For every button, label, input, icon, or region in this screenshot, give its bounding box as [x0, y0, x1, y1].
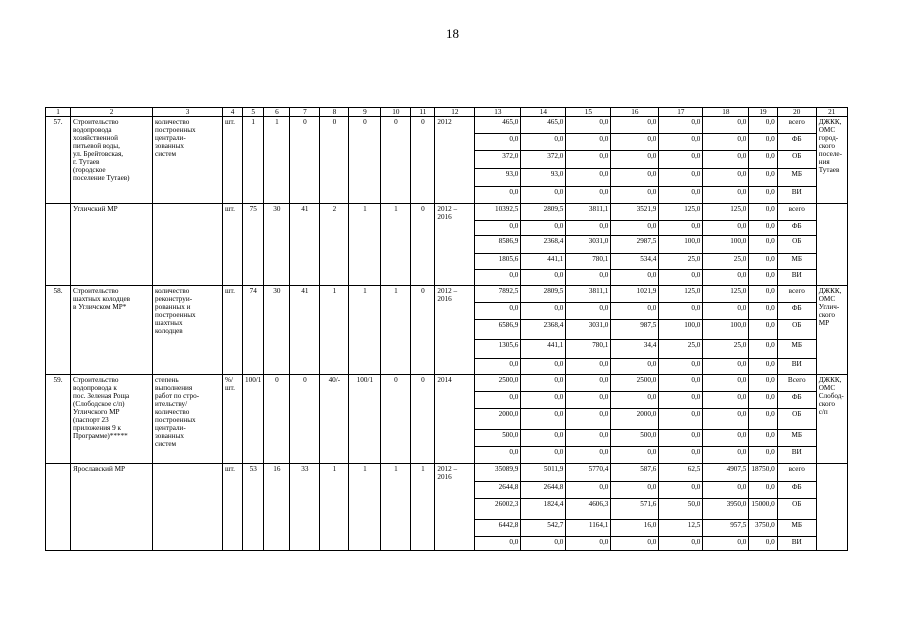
amount-13: 0,0: [475, 537, 521, 551]
amount-13: 372,0: [475, 151, 521, 169]
amount-19: 0,0: [749, 204, 777, 221]
value-col-11: 1: [411, 464, 435, 551]
amount-16: 2500,0: [611, 375, 659, 392]
amount-14: 0,0: [521, 375, 566, 392]
amount-18: 0,0: [703, 392, 749, 409]
value-col-7: 33: [290, 464, 320, 551]
funding-source: Всего: [777, 375, 816, 392]
value-col-8: 1: [320, 464, 349, 551]
amount-17: 0,0: [659, 221, 703, 236]
amount-14: 465,0: [521, 117, 566, 134]
amount-14: 2644,8: [521, 482, 566, 499]
amount-17: 0,0: [659, 375, 703, 392]
amount-16: 587,6: [611, 464, 659, 482]
activity-name: Ярославский МР: [71, 464, 153, 551]
indicator-name: количество построенных централи- зованных систем: [153, 117, 223, 204]
amount-19: 0,0: [749, 430, 777, 447]
amount-15: 0,0: [566, 221, 611, 236]
value-col-9: 1: [349, 464, 381, 551]
amount-13: 93,0: [475, 169, 521, 187]
row-number: 57.: [46, 117, 71, 204]
column-number-5: 5: [243, 108, 264, 117]
amount-17: 62,5: [659, 464, 703, 482]
amount-13: 0,0: [475, 221, 521, 236]
amount-18: 25,0: [703, 340, 749, 359]
amount-13: 2644,8: [475, 482, 521, 499]
activity-name: Строительство шахтных колодцев в Угличском МР*: [71, 286, 153, 375]
amount-16: 1021,9: [611, 286, 659, 303]
amount-15: 0,0: [566, 303, 611, 320]
table-row: [46, 204, 848, 221]
amount-17: 0,0: [659, 409, 703, 430]
amount-13: 2000,0: [475, 409, 521, 430]
amount-16: 0,0: [611, 303, 659, 320]
amount-17: 50,0: [659, 499, 703, 520]
amount-18: 0,0: [703, 482, 749, 499]
column-number-7: 7: [290, 108, 320, 117]
indicator-name: степень выполнения работ по стро- ительству/ количество построенных централи- зованных систем: [153, 375, 223, 464]
funding-source: ВИ: [777, 359, 816, 375]
amount-16: 3521,9: [611, 204, 659, 221]
amount-17: 0,0: [659, 392, 703, 409]
amount-13: 10392,5: [475, 204, 521, 221]
amount-19: 0,0: [749, 117, 777, 134]
amount-19: 15000,0: [749, 499, 777, 520]
value-col-11: 0: [411, 375, 435, 464]
amount-18: 4907,5: [703, 464, 749, 482]
amount-19: 0,0: [749, 340, 777, 359]
amount-17: 0,0: [659, 359, 703, 375]
activity-name: Угличский МР: [71, 204, 153, 286]
period-years: 2014: [435, 375, 475, 464]
indicator-name: [153, 204, 223, 286]
row-number: [46, 464, 71, 551]
amount-15: 0,0: [566, 117, 611, 134]
funding-source: МБ: [777, 340, 816, 359]
amount-15: 0,0: [566, 134, 611, 151]
amount-14: 0,0: [521, 134, 566, 151]
page-number: 18: [446, 26, 459, 41]
amount-16: 0,0: [611, 537, 659, 551]
amount-13: 0,0: [475, 392, 521, 409]
funding-source: ВИ: [777, 447, 816, 464]
amount-18: 0,0: [703, 375, 749, 392]
amount-16: 500,0: [611, 430, 659, 447]
amount-14: 2368,4: [521, 320, 566, 340]
funding-source: ФБ: [777, 392, 816, 409]
amount-16: 0,0: [611, 270, 659, 286]
amount-14: 0,0: [521, 392, 566, 409]
amount-19: 0,0: [749, 134, 777, 151]
amount-13: 0,0: [475, 359, 521, 375]
amount-14: 441,1: [521, 254, 566, 270]
executor: [816, 204, 847, 286]
executor: ДЖКК, ОМС Углич- ского МР: [816, 286, 847, 375]
amount-13: 6586,9: [475, 320, 521, 340]
column-number-9: 9: [349, 108, 381, 117]
amount-13: 6442,8: [475, 520, 521, 537]
amount-17: 0,0: [659, 447, 703, 464]
funding-source: всего: [777, 204, 816, 221]
funding-source: ОБ: [777, 320, 816, 340]
amount-17: 0,0: [659, 169, 703, 187]
amount-13: 465,0: [475, 117, 521, 134]
amount-14: 0,0: [521, 221, 566, 236]
column-number-2: 2: [71, 108, 153, 117]
amount-17: 100,0: [659, 320, 703, 340]
value-col-8: 1: [320, 286, 349, 375]
amount-15: 0,0: [566, 430, 611, 447]
column-number-13: 13: [475, 108, 521, 117]
value-col-5: 53: [243, 464, 264, 551]
value-col-10: 0: [381, 117, 411, 204]
unit: шт.: [223, 204, 243, 286]
value-col-6: 30: [264, 286, 290, 375]
funding-source: ФБ: [777, 303, 816, 320]
amount-19: 0,0: [749, 320, 777, 340]
unit: %/ шт.: [223, 375, 243, 464]
amount-18: 0,0: [703, 134, 749, 151]
column-number-6: 6: [264, 108, 290, 117]
amount-19: 0,0: [749, 151, 777, 169]
value-col-8: 2: [320, 204, 349, 286]
amount-18: 0,0: [703, 537, 749, 551]
value-col-5: 75: [243, 204, 264, 286]
unit: шт.: [223, 286, 243, 375]
amount-16: 0,0: [611, 359, 659, 375]
value-col-5: 74: [243, 286, 264, 375]
column-number-10: 10: [381, 108, 411, 117]
amount-17: 125,0: [659, 204, 703, 221]
amount-19: 0,0: [749, 375, 777, 392]
column-number-11: 11: [411, 108, 435, 117]
column-number-18: 18: [703, 108, 749, 117]
amount-18: 0,0: [703, 270, 749, 286]
amount-13: 7892,5: [475, 286, 521, 303]
amount-13: 1805,6: [475, 254, 521, 270]
indicator-name: [153, 464, 223, 551]
funding-source: ФБ: [777, 482, 816, 499]
amount-16: 571,6: [611, 499, 659, 520]
amount-15: 0,0: [566, 482, 611, 499]
amount-16: 0,0: [611, 221, 659, 236]
table-row: [46, 375, 848, 392]
column-number-21: 21: [816, 108, 847, 117]
funding-source: всего: [777, 464, 816, 482]
amount-18: 0,0: [703, 430, 749, 447]
amount-17: 0,0: [659, 482, 703, 499]
amount-14: 0,0: [521, 303, 566, 320]
amount-15: 0,0: [566, 187, 611, 204]
funding-source: МБ: [777, 520, 816, 537]
amount-19: 0,0: [749, 286, 777, 303]
amount-18: 0,0: [703, 169, 749, 187]
amount-15: 780,1: [566, 340, 611, 359]
amount-15: 3811,1: [566, 286, 611, 303]
amount-14: 5011,9: [521, 464, 566, 482]
column-number-14: 14: [521, 108, 566, 117]
value-col-7: 0: [290, 375, 320, 464]
amount-18: 0,0: [703, 221, 749, 236]
value-col-5: 1: [243, 117, 264, 204]
value-col-7: 0: [290, 117, 320, 204]
funding-source: всего: [777, 286, 816, 303]
value-col-7: 41: [290, 204, 320, 286]
amount-18: 125,0: [703, 204, 749, 221]
amount-18: 0,0: [703, 117, 749, 134]
amount-13: 0,0: [475, 270, 521, 286]
amount-18: 25,0: [703, 254, 749, 270]
amount-18: 125,0: [703, 286, 749, 303]
amount-16: 0,0: [611, 187, 659, 204]
amount-18: 0,0: [703, 151, 749, 169]
funding-source: МБ: [777, 430, 816, 447]
table-row: [46, 464, 848, 482]
period-years: 2012 – 2016: [435, 464, 475, 551]
funding-source: ВИ: [777, 537, 816, 551]
column-number-4: 4: [223, 108, 243, 117]
amount-17: 0,0: [659, 537, 703, 551]
column-number-15: 15: [566, 108, 611, 117]
amount-15: 0,0: [566, 359, 611, 375]
column-number-1: 1: [46, 108, 71, 117]
amount-18: 3950,0: [703, 499, 749, 520]
row-number: 58.: [46, 286, 71, 375]
amount-18: 0,0: [703, 409, 749, 430]
amount-19: 0,0: [749, 537, 777, 551]
amount-18: 100,0: [703, 236, 749, 254]
executor: ДЖКК, ОМС Слобод- ского с/п: [816, 375, 847, 464]
amount-14: 0,0: [521, 270, 566, 286]
amount-13: 0,0: [475, 447, 521, 464]
amount-14: 0,0: [521, 430, 566, 447]
table-row: [46, 286, 848, 303]
column-number-12: 12: [435, 108, 475, 117]
amount-15: 0,0: [566, 151, 611, 169]
amount-19: 0,0: [749, 409, 777, 430]
amount-15: 4606,3: [566, 499, 611, 520]
amount-13: 500,0: [475, 430, 521, 447]
amount-13: 1305,6: [475, 340, 521, 359]
funding-source: ФБ: [777, 134, 816, 151]
amount-15: 3811,1: [566, 204, 611, 221]
amount-19: 0,0: [749, 447, 777, 464]
value-col-6: 1: [264, 117, 290, 204]
amount-18: 0,0: [703, 187, 749, 204]
amount-15: 780,1: [566, 254, 611, 270]
amount-15: 0,0: [566, 392, 611, 409]
unit: шт.: [223, 464, 243, 551]
period-years: 2012 – 2016: [435, 286, 475, 375]
row-number: [46, 204, 71, 286]
amount-17: 0,0: [659, 303, 703, 320]
amount-16: 987,5: [611, 320, 659, 340]
amount-15: 1164,1: [566, 520, 611, 537]
amount-18: 0,0: [703, 447, 749, 464]
funding-source: ВИ: [777, 187, 816, 204]
amount-16: 0,0: [611, 134, 659, 151]
amount-19: 0,0: [749, 187, 777, 204]
value-col-10: 0: [381, 375, 411, 464]
amount-14: 0,0: [521, 187, 566, 204]
amount-14: 1824,4: [521, 499, 566, 520]
amount-15: 0,0: [566, 537, 611, 551]
amount-16: 2000,0: [611, 409, 659, 430]
amount-15: 3031,0: [566, 320, 611, 340]
amount-13: 0,0: [475, 134, 521, 151]
value-col-9: 100/1: [349, 375, 381, 464]
column-number-row: [46, 108, 848, 117]
value-col-6: 0: [264, 375, 290, 464]
funding-source: ОБ: [777, 151, 816, 169]
amount-19: 0,0: [749, 303, 777, 320]
amount-14: 0,0: [521, 537, 566, 551]
period-years: 2012 – 2016: [435, 204, 475, 286]
value-col-11: 0: [411, 286, 435, 375]
amount-19: 0,0: [749, 482, 777, 499]
column-number-16: 16: [611, 108, 659, 117]
column-number-20: 20: [777, 108, 816, 117]
amount-17: 0,0: [659, 117, 703, 134]
amount-15: 0,0: [566, 409, 611, 430]
amount-14: 2809,5: [521, 286, 566, 303]
value-col-10: 1: [381, 286, 411, 375]
executor: ДЖКК, ОМС город- ского поселе- ния Тутаев: [816, 117, 847, 204]
amount-14: 0,0: [521, 409, 566, 430]
amount-19: 18750,0: [749, 464, 777, 482]
amount-17: 12,5: [659, 520, 703, 537]
amount-17: 125,0: [659, 286, 703, 303]
activity-name: Строительство водопровода хозяйственной питьевой воды, ул. Брейтовская, г. Тутаев (городское поселение Тутаев): [71, 117, 153, 204]
activity-name: Строительство водопровода к пос. Зеленая Роща (Слободское с/п) Угличского МР (паспорт 23 приложения 9 к Программе)*****: [71, 375, 153, 464]
value-col-9: 1: [349, 286, 381, 375]
value-col-6: 30: [264, 204, 290, 286]
column-number-19: 19: [749, 108, 777, 117]
column-number-17: 17: [659, 108, 703, 117]
column-number-8: 8: [320, 108, 349, 117]
funding-source: ФБ: [777, 221, 816, 236]
amount-18: 100,0: [703, 320, 749, 340]
amount-19: 0,0: [749, 359, 777, 375]
value-col-6: 16: [264, 464, 290, 551]
row-number: 59.: [46, 375, 71, 464]
amount-18: 0,0: [703, 359, 749, 375]
amount-15: 3031,0: [566, 236, 611, 254]
amount-13: 0,0: [475, 187, 521, 204]
amount-16: 2987,5: [611, 236, 659, 254]
amount-15: 0,0: [566, 375, 611, 392]
funding-source: ОБ: [777, 236, 816, 254]
period-years: 2012: [435, 117, 475, 204]
amount-14: 2809,5: [521, 204, 566, 221]
amount-16: 0,0: [611, 482, 659, 499]
amount-16: 0,0: [611, 151, 659, 169]
value-col-5: 100/1: [243, 375, 264, 464]
amount-15: 0,0: [566, 270, 611, 286]
amount-14: 542,7: [521, 520, 566, 537]
amount-14: 372,0: [521, 151, 566, 169]
value-col-10: 1: [381, 464, 411, 551]
funding-source: ОБ: [777, 499, 816, 520]
funding-source: МБ: [777, 254, 816, 270]
amount-16: 0,0: [611, 392, 659, 409]
amount-16: 534,4: [611, 254, 659, 270]
amount-13: 2500,0: [475, 375, 521, 392]
amount-17: 0,0: [659, 430, 703, 447]
amount-16: 0,0: [611, 169, 659, 187]
amount-17: 100,0: [659, 236, 703, 254]
amount-17: 0,0: [659, 187, 703, 204]
funding-source: ВИ: [777, 270, 816, 286]
table-row: [46, 117, 848, 134]
amount-13: 0,0: [475, 303, 521, 320]
column-number-3: 3: [153, 108, 223, 117]
amount-13: 26002,3: [475, 499, 521, 520]
amount-15: 5770,4: [566, 464, 611, 482]
funding-source: МБ: [777, 169, 816, 187]
amount-16: 0,0: [611, 447, 659, 464]
amount-17: 0,0: [659, 134, 703, 151]
amount-13: 8586,9: [475, 236, 521, 254]
amount-16: 16,0: [611, 520, 659, 537]
amount-17: 0,0: [659, 270, 703, 286]
amount-15: 0,0: [566, 169, 611, 187]
amount-18: 957,5: [703, 520, 749, 537]
amount-14: 0,0: [521, 359, 566, 375]
funding-source: ОБ: [777, 409, 816, 430]
amount-14: 93,0: [521, 169, 566, 187]
amount-19: 0,0: [749, 254, 777, 270]
amount-19: 0,0: [749, 169, 777, 187]
program-table: [45, 107, 848, 551]
amount-15: 0,0: [566, 447, 611, 464]
value-col-8: 0: [320, 117, 349, 204]
value-col-11: 0: [411, 204, 435, 286]
amount-14: 0,0: [521, 447, 566, 464]
unit: шт.: [223, 117, 243, 204]
value-col-10: 1: [381, 204, 411, 286]
value-col-8: 40/-: [320, 375, 349, 464]
amount-18: 0,0: [703, 303, 749, 320]
value-col-9: 1: [349, 204, 381, 286]
amount-19: 0,0: [749, 236, 777, 254]
amount-19: 0,0: [749, 392, 777, 409]
amount-19: 0,0: [749, 221, 777, 236]
amount-13: 35089,9: [475, 464, 521, 482]
amount-17: 25,0: [659, 254, 703, 270]
amount-14: 2368,4: [521, 236, 566, 254]
amount-17: 0,0: [659, 151, 703, 169]
funding-source: всего: [777, 117, 816, 134]
executor: [816, 464, 847, 551]
value-col-7: 41: [290, 286, 320, 375]
amount-14: 441,1: [521, 340, 566, 359]
amount-19: 0,0: [749, 270, 777, 286]
value-col-9: 0: [349, 117, 381, 204]
amount-19: 3750,0: [749, 520, 777, 537]
amount-17: 25,0: [659, 340, 703, 359]
indicator-name: количество реконструи- рованных и построенных шахтных колодцев: [153, 286, 223, 375]
value-col-11: 0: [411, 117, 435, 204]
amount-16: 0,0: [611, 117, 659, 134]
amount-16: 34,4: [611, 340, 659, 359]
